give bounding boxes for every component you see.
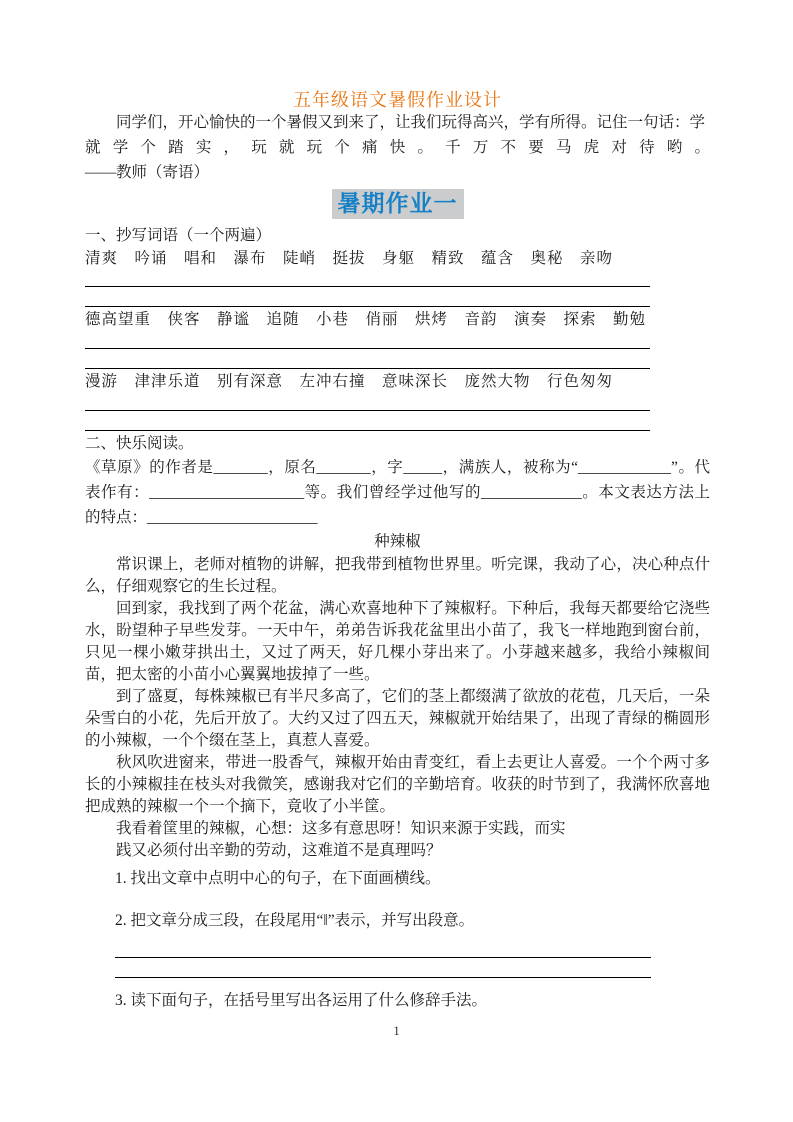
passage-paragraph: 践又必须付出辛勤的劳动，这难道不是真理吗？	[116, 842, 442, 859]
passage-paragraph: 常识课上，老师对植物的讲解，把我带到植物世界里。听完课，我动了心，决心种点什么，仔细观察它的生长过程。	[85, 556, 710, 595]
intro-line-2: 就学个踏实，玩就玩个痛快。千万不要马虎对待哟。	[85, 139, 710, 156]
question-3: 3. 读下面句子，在括号里写出各运用了什么修辞手法。	[115, 992, 488, 1009]
homework-title-highlight: 暑期作业一	[332, 189, 464, 219]
word-row-1: 清爽 吟诵 唱和 瀑布 陡峭 挺拔 身躯 精致 蕴含 奥秘 亲吻	[85, 250, 614, 267]
doc-title: 五年级语文暑假作业设计	[293, 90, 502, 110]
passage-paragraph: 我看着筐里的辣椒，心想：这多有意思呀！知识来源于实践，而实	[116, 820, 566, 837]
word-row-2: 德高望重 侠客 静谧 追随 小巷 俏丽 烘烤 音韵 演奏 探索 勤勉	[85, 311, 647, 328]
fill-blank-paragraph: 《草原》的作者是_______，原名_______，字_____，满族人，被称为“____________”。代表作有：____________________等。我们曾经学过他写的_____________。本文表达方法上的特点：______________________	[85, 459, 710, 526]
passage-paragraph: 回到家，我找到了两个花盆，满心欢喜地种下了辣椒籽。下种后，我每天都要给它浇些水，盼望种子早些发芽。一天中午，弟弟告诉我花盆里出小苗了，我飞一样地跑到窗台前，只见一棵小嫩芽拱出土，又过了两天，好几棵小芽出来了。小芽越来越多，我给小辣椒间苗，把太密的小苗小心翼翼地拔掉了一些。	[85, 600, 710, 683]
section-reading	[85, 433, 710, 1012]
answer-line	[115, 958, 651, 978]
answer-line	[85, 395, 650, 411]
answer-line	[85, 349, 650, 369]
homework-title	[85, 189, 710, 219]
answer-line	[115, 932, 651, 958]
question-2: 2. 把文章分成三段，在段尾用“‖”表示，并写出段意。	[115, 912, 475, 929]
passage-title: 种辣椒	[374, 533, 421, 550]
answer-line	[85, 411, 650, 431]
passage-paragraph: 秋风吹进窗来，带进一股香气，辣椒开始由青变红，看上去更让人喜爱。一个个两寸多长的小辣椒挂在枝头对我微笑，感谢我对它们的辛勤培育。收获的时节到了，我满怀欣喜地把成熟的辣椒一个一个摘下，竟收了小半筐。	[85, 754, 710, 815]
word-row-3: 漫游 津津乐道 别有深意 左冲右撞 意味深长 庞然大物 行色匆匆	[85, 373, 614, 390]
answer-line	[85, 287, 650, 307]
answer-line	[85, 333, 650, 349]
page-number: 1	[393, 1023, 400, 1038]
passage-paragraph: 到了盛夏，每株辣椒已有半尺多高了，它们的茎上都缀满了欲放的花苞，几天后，一朵朵雪白的小花，先后开放了。大约又过了四五天，辣椒就开始结果了，出现了青绿的椭圆形的小辣椒，一个个缀在茎上，真惹人喜爱。	[85, 688, 710, 749]
question-1: 1. 找出文章中点明中心的句子，在下面画横线。	[115, 870, 441, 887]
part2-heading: 二、快乐阅读。	[85, 435, 194, 452]
section-copy-words	[85, 225, 710, 431]
part1-heading: 一、抄写词语（一个两遍）	[85, 227, 272, 244]
answer-line	[85, 271, 650, 287]
intro-line-3: ——教师（寄语）	[85, 164, 210, 181]
intro-line-1: 同学们，开心愉快的一个暑假又到来了，让我们玩得高兴，学有所得。记住一句话：学	[116, 114, 706, 131]
